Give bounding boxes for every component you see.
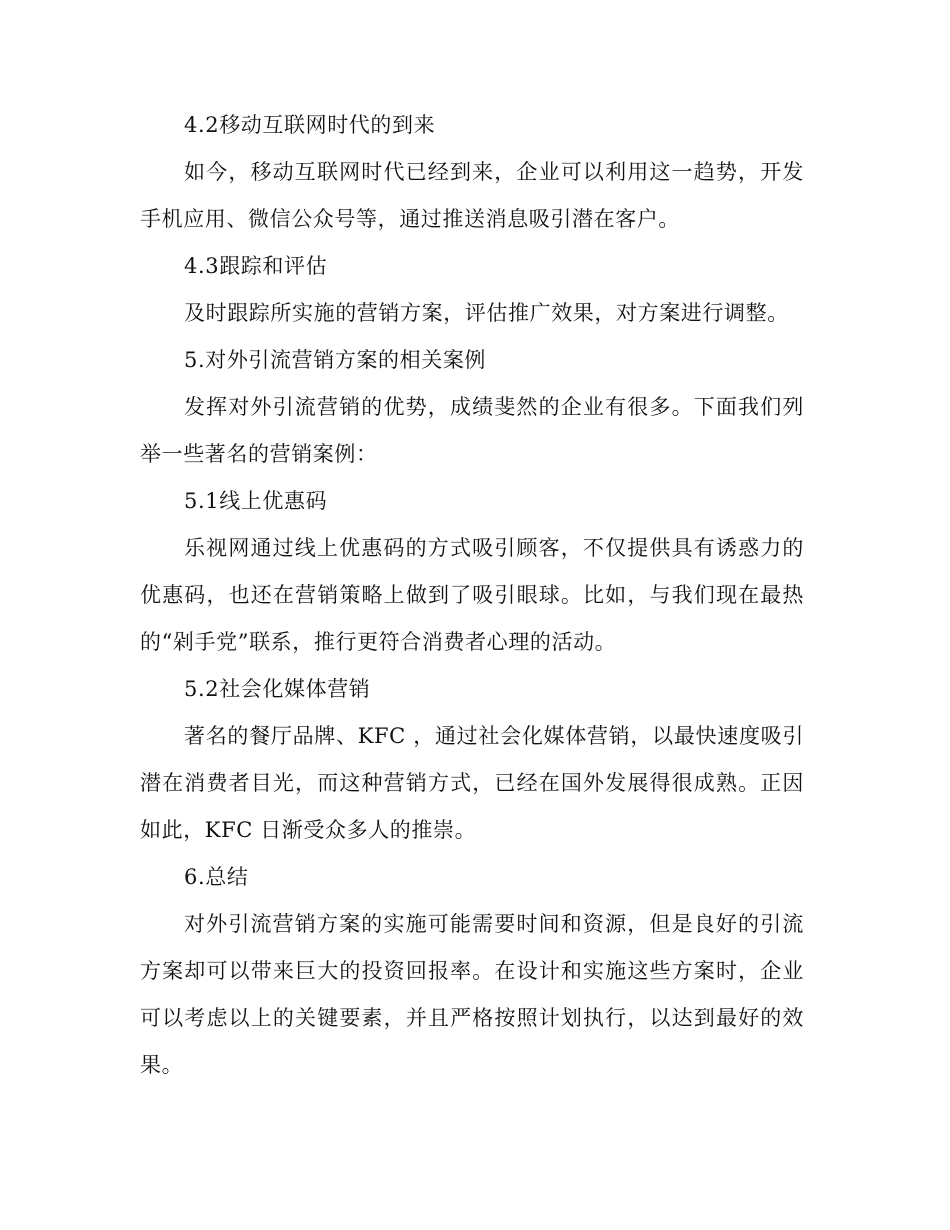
section-heading-4-3: 4.3跟踪和评估	[184, 254, 328, 278]
section-heading-5: 5.对外引流营销方案的相关案例	[184, 348, 487, 372]
paragraph-cases-intro: 发挥对外引流营销的优势，成绩斐然的企业有很多。下面我们列举一些著名的营销案例：	[140, 395, 804, 466]
paragraph-social-media: 著名的餐厅品牌、KFC ，通过社会化媒体营销，以最快速度吸引潜在消费者目光，而这种营销方式，已经在国外发展得很成熟。正因如此，KFC 日渐受众多人的推崇。	[140, 724, 804, 842]
paragraph-summary: 对外引流营销方案的实施可能需要时间和资源，但是良好的引流方案却可以带来巨大的投资回报率。在设计和实施这些方案时，企业可以考虑以上的关键要素，并且严格按照计划执行，以达到最好的效果。	[140, 912, 804, 1077]
section-heading-5-2: 5.2社会化媒体营销	[184, 677, 371, 701]
section-heading-6: 6.总结	[184, 865, 249, 889]
section-heading-4-2: 4.2移动互联网时代的到来	[184, 113, 436, 137]
paragraph-mobile-internet: 如今，移动互联网时代已经到来，企业可以利用这一趋势，开发手机应用、微信公众号等，通过推送消息吸引潜在客户。	[140, 160, 804, 231]
paragraph-tracking: 及时跟踪所实施的营销方案，评估推广效果，对方案进行调整。	[184, 301, 789, 325]
paragraph-coupon: 乐视网通过线上优惠码的方式吸引顾客，不仅提供具有诱惑力的优惠码，也还在营销策略上做到了吸引眼球。比如，与我们现在最热的“剁手党”联系，推行更符合消费者心理的活动。	[140, 536, 804, 654]
section-heading-5-1: 5.1线上优惠码	[184, 489, 328, 513]
